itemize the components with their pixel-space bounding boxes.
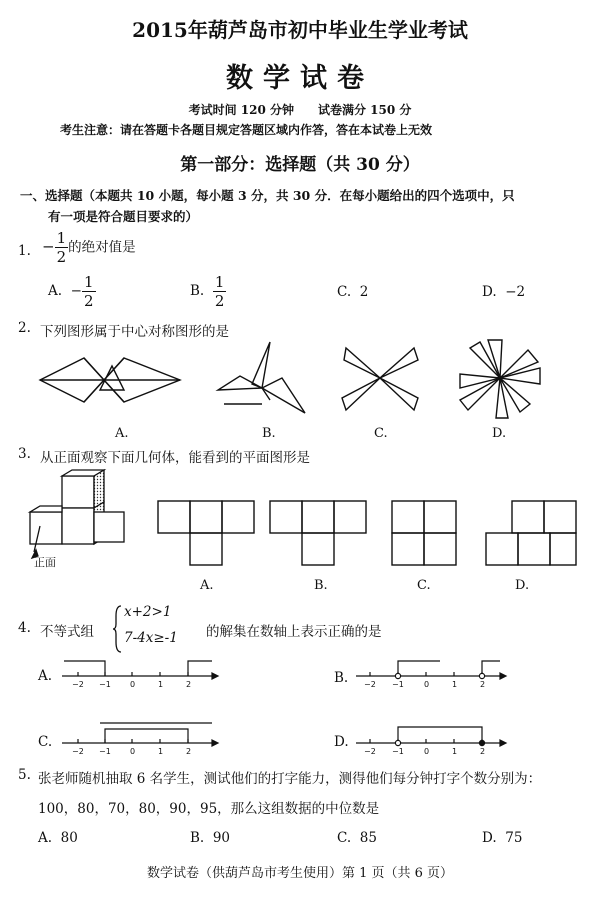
q4-system-brace — [112, 604, 122, 654]
q2-figure-b — [218, 342, 305, 413]
q4-numberline-a — [62, 661, 218, 679]
svg-text:−2: −2 — [364, 747, 376, 756]
svg-text:−2: −2 — [72, 680, 84, 689]
paper-subtitle: 数学试卷 — [226, 63, 374, 94]
q5-stem-line1: 张老师随机抽取 6 名学生，测试他们的打字能力，测得他们每分钟打字个数分别为： — [38, 771, 542, 787]
q1-stem: 的绝对值是 — [68, 239, 136, 256]
q5-option-b: B. 90 — [190, 830, 230, 846]
q3-label-b: B. — [314, 578, 328, 593]
q4-ticks-d — [364, 747, 485, 756]
q5-option-a: A. 80 — [38, 830, 78, 846]
exam-notice: 考生注意：请在答题卡各题目规定答题区域内作答，答在本试卷上无效 — [60, 123, 433, 137]
q3-front-label: 正面 — [34, 556, 56, 569]
svg-text:−1: −1 — [392, 747, 404, 756]
svg-text:0: 0 — [424, 680, 430, 689]
q2-number: 2. — [18, 320, 31, 336]
exam-info: 考试时间 120 分钟 试卷满分 150 分 — [188, 103, 412, 117]
q4-number-lines — [0, 655, 600, 765]
svg-text:0: 0 — [130, 747, 136, 756]
svg-text:0: 0 — [130, 680, 136, 689]
q4-label-c: C. — [38, 734, 53, 750]
svg-text:−1: −1 — [99, 680, 111, 689]
q3-solid — [30, 470, 124, 558]
svg-text:1: 1 — [158, 680, 164, 689]
q2-label-b: B. — [262, 426, 276, 441]
q1-fraction: $\frac{1}{2}$ — [56, 229, 67, 266]
q4-inequality-2: 7-4x≥-1 — [124, 630, 178, 646]
svg-text:1: 1 — [158, 747, 164, 756]
q5-option-d: D. 75 — [482, 830, 523, 846]
q3-label-c: C. — [417, 578, 431, 593]
q3-label-a: A. — [200, 578, 214, 593]
part-one-heading: 第一部分：选择题（共 30 分） — [180, 155, 420, 175]
q1-minus: − — [42, 237, 55, 256]
q5-stem-line2: 100，80，70，80，90，95，那么这组数据的中位数是 — [38, 801, 380, 817]
q1-option-d: D. −2 — [482, 284, 526, 300]
q2-label-c: C. — [374, 426, 388, 441]
svg-text:2: 2 — [480, 680, 486, 689]
svg-text:0: 0 — [424, 747, 430, 756]
svg-text:1: 1 — [452, 680, 458, 689]
q1-expression — [42, 229, 136, 266]
q3-figures — [0, 466, 600, 576]
page-footer: 数学试卷（供葫芦岛市考生使用）第 1 页（共 6 页） — [146, 866, 454, 881]
q3-option-d-figure — [486, 501, 576, 565]
q4-ticks-b — [364, 680, 485, 689]
q3-label-d: D. — [515, 578, 530, 593]
svg-text:1: 1 — [452, 747, 458, 756]
q5-option-c: C. 85 — [337, 830, 377, 846]
svg-text:−1: −1 — [99, 747, 111, 756]
q4-numberline-c — [62, 723, 218, 746]
q2-label-d: D. — [492, 426, 507, 441]
q1-option-a: A. − $\frac{1}{2}$ — [48, 273, 94, 310]
q4-stem-post: 的解集在数轴上表示正确的是 — [206, 624, 382, 640]
q4-numberline-b — [356, 661, 506, 679]
svg-text:2: 2 — [186, 747, 192, 756]
svg-text:2: 2 — [186, 680, 192, 689]
q4-inequality-1: x+2>1 — [124, 604, 172, 620]
q2-label-a: A. — [115, 426, 129, 441]
svg-text:2: 2 — [480, 747, 486, 756]
q4-stem-pre: 不等式组 — [40, 624, 94, 640]
q4-ticks-c — [72, 747, 191, 756]
q4-number: 4. — [18, 620, 31, 636]
svg-text:−2: −2 — [72, 747, 84, 756]
q5-number: 5. — [18, 767, 31, 783]
q4-label-a: A. — [38, 668, 53, 684]
q3-number: 3. — [18, 446, 31, 462]
q4-label-d: D. — [334, 734, 349, 750]
q2-figures — [0, 338, 600, 424]
q3-option-b-figure — [270, 501, 366, 565]
q3-option-c-figure — [392, 501, 456, 565]
svg-text:−2: −2 — [364, 680, 376, 689]
q2-stem: 下列图形属于中心对称图形的是 — [40, 324, 229, 340]
q1-option-c: C. 2 — [337, 284, 369, 300]
q2-figure-c — [342, 348, 418, 410]
section-instructions-line1: 一、选择题（本题共 10 小题，每小题 3 分，共 30 分．在每小题给出的四个选项中，只 — [20, 188, 515, 203]
q1-option-b: B. $\frac{1}{2}$ — [190, 273, 225, 310]
q1-number: 1. — [18, 243, 31, 259]
q2-figure-d — [460, 340, 540, 418]
q4-label-b: B. — [334, 670, 349, 686]
q3-stem: 从正面观察下面几何体，能看到的平面图形是 — [40, 450, 310, 466]
q4-ticks-a — [72, 680, 191, 689]
q4-numberline-d — [356, 727, 506, 746]
svg-text:−1: −1 — [392, 680, 404, 689]
section-instructions-line2: 有一项是符合题目要求的） — [48, 209, 199, 224]
q2-figure-a — [40, 358, 180, 402]
q3-option-a-figure — [158, 501, 254, 565]
exam-title: 2015年葫芦岛市初中毕业生学业考试 — [132, 18, 468, 42]
